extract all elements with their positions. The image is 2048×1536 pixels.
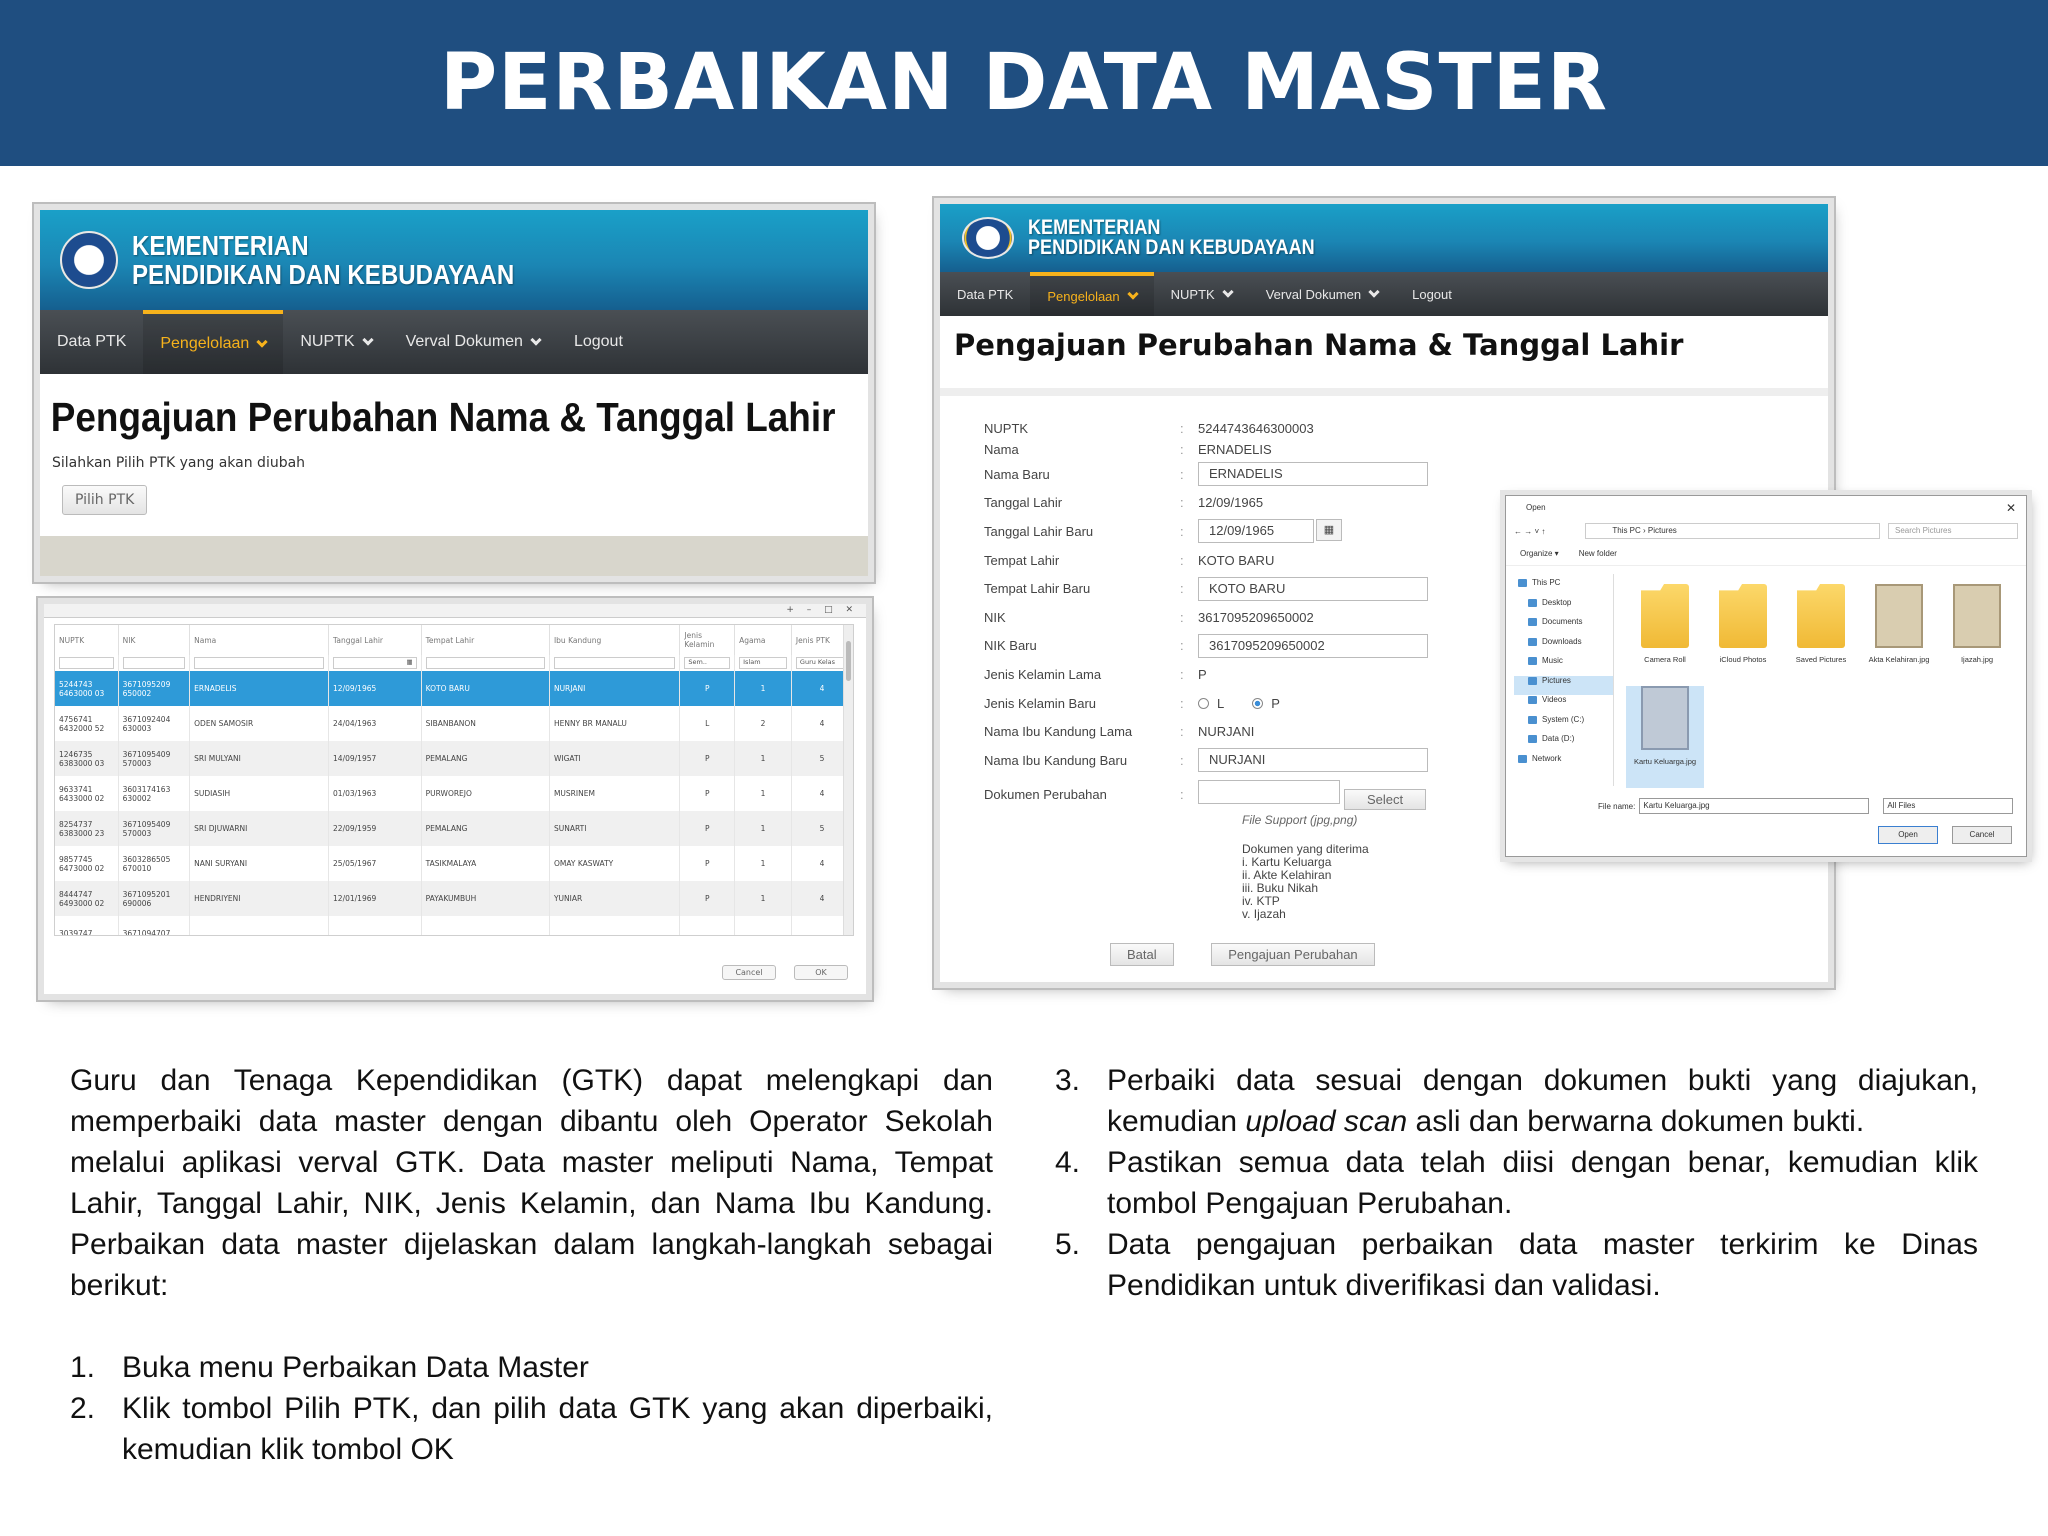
column-header[interactable]: Nama bbox=[190, 625, 329, 655]
label-tempat-lahir: Tempat Lahir bbox=[984, 552, 1060, 568]
folder-icon bbox=[1797, 584, 1845, 648]
doc-list-item: i. Kartu Keluarga bbox=[1242, 855, 1332, 870]
new-folder-button[interactable]: New folder bbox=[1578, 549, 1617, 558]
table-cell: 4 bbox=[791, 846, 852, 881]
colon: : bbox=[1180, 609, 1184, 625]
value-tempat-lahir: KOTO BARU bbox=[1198, 552, 1275, 568]
table-cell: YUNIAR bbox=[549, 881, 679, 916]
nav-label: Pengelolaan bbox=[1047, 288, 1120, 304]
nav-logout[interactable] bbox=[557, 310, 640, 374]
label-jenis-kelamin-lama: Jenis Kelamin Lama bbox=[984, 666, 1102, 682]
step-text: Klik tombol Pilih PTK, dan pilih data GTK yang akan diperbaiki, kemudian klik tombol OK bbox=[122, 1392, 993, 1466]
table-cell: TASIKMALAYA bbox=[421, 846, 549, 881]
table-cell: 22/09/1959 bbox=[329, 811, 422, 846]
file-support-hint: File Support (jpg,png) bbox=[1242, 813, 1358, 828]
file-item[interactable] bbox=[1626, 584, 1704, 686]
steps-list-left bbox=[70, 1347, 993, 1470]
table-cell: SUNARTI bbox=[549, 811, 679, 846]
step-number: 3. bbox=[1055, 1064, 1081, 1097]
ok-button[interactable]: OK bbox=[794, 965, 848, 980]
filter-agama[interactable]: Islam bbox=[739, 657, 787, 669]
file-item[interactable] bbox=[1626, 686, 1704, 788]
label-ibu-kandung-baru: Nama Ibu Kandung Baru bbox=[984, 752, 1128, 768]
radio-p[interactable] bbox=[1252, 698, 1263, 709]
image-file-icon bbox=[1953, 584, 2001, 648]
file-item[interactable] bbox=[1782, 584, 1860, 686]
table-cell bbox=[549, 916, 679, 936]
folder-tree bbox=[1514, 574, 1614, 786]
batal-button[interactable]: Batal bbox=[1110, 943, 1174, 966]
table-cell bbox=[329, 916, 422, 936]
cancel-button[interactable]: Cancel bbox=[722, 965, 776, 980]
table-cell: 1 bbox=[735, 671, 792, 706]
table-cell: 3671095209 650002 bbox=[118, 671, 190, 706]
table-cell: L bbox=[680, 706, 735, 741]
table-cell: 2 bbox=[735, 706, 792, 741]
file-name: Ijazah.jpg bbox=[1960, 655, 1994, 664]
list-item bbox=[1055, 1224, 1978, 1306]
table-cell: 12/09/1965 bbox=[329, 671, 422, 706]
table-cell: 9857745 6473000 02 bbox=[55, 846, 118, 881]
nav-pengelolaan[interactable] bbox=[143, 310, 283, 374]
filter-input[interactable] bbox=[554, 657, 675, 669]
doc-list-item: v. Ijazah bbox=[1242, 907, 1286, 922]
image-file-icon bbox=[1641, 686, 1689, 750]
label-tanggal-lahir: Tanggal Lahir bbox=[984, 495, 1063, 511]
nav-label: Logout bbox=[573, 333, 623, 350]
table-cell: P bbox=[680, 776, 735, 811]
table-cell: 4 bbox=[791, 776, 852, 811]
dokumen-file-input[interactable] bbox=[1198, 780, 1340, 804]
label-dokumen-perubahan: Dokumen Perubahan bbox=[984, 787, 1107, 803]
nav-label: Verval Dokumen bbox=[405, 333, 523, 350]
nav-label: Logout bbox=[1412, 286, 1452, 302]
table-row[interactable] bbox=[55, 916, 853, 936]
table-cell: 4 bbox=[791, 881, 852, 916]
table-row[interactable] bbox=[55, 706, 853, 741]
file-name: iCloud Photos bbox=[1719, 655, 1767, 664]
doc-list-item: iii. Buku Nikah bbox=[1242, 881, 1319, 896]
label-nik-baru: NIK Baru bbox=[984, 638, 1037, 654]
tempat-lahir-baru-input[interactable]: KOTO BARU bbox=[1198, 577, 1428, 601]
table-cell: PEMALANG bbox=[421, 811, 549, 846]
colon: : bbox=[1180, 666, 1184, 682]
table-cell: 3671092404 630003 bbox=[118, 706, 190, 741]
page-title: Pengajuan Perubahan Nama & Tanggal Lahir bbox=[50, 394, 836, 440]
table-cell: PEMALANG bbox=[421, 741, 549, 776]
folder-icon bbox=[1719, 584, 1767, 648]
table-cell: 01/03/1963 bbox=[329, 776, 422, 811]
filter-jenis-ptk[interactable]: Guru Kelas bbox=[796, 657, 848, 669]
step-text-emphasis: upload scan bbox=[1245, 1105, 1408, 1138]
screenshot-ptk-table-dialog bbox=[44, 604, 866, 994]
table-cell: NANI SURYANI bbox=[190, 846, 329, 881]
file-type-select[interactable]: All Files bbox=[1883, 798, 2013, 814]
nav-verval-dokumen[interactable] bbox=[389, 310, 557, 374]
table-cell: 1 bbox=[735, 741, 792, 776]
table-cell: 24/04/1963 bbox=[329, 706, 422, 741]
tree-item[interactable]: This PC bbox=[1514, 578, 1613, 598]
table-cell: 9633741 6433000 02 bbox=[55, 776, 118, 811]
ministry-line1: KEMENTERIAN bbox=[1028, 216, 1161, 239]
tree-item[interactable]: Documents bbox=[1514, 617, 1613, 637]
colon: : bbox=[1180, 441, 1184, 457]
table-cell: P bbox=[680, 741, 735, 776]
chevron-down-icon bbox=[1127, 288, 1138, 299]
filter-jenis-kelamin[interactable]: Sem.. bbox=[684, 657, 730, 669]
table-cell: P bbox=[680, 846, 735, 881]
column-header[interactable]: NIK bbox=[118, 625, 190, 655]
table-cell: 4 bbox=[791, 706, 852, 741]
ministry-logo-icon bbox=[60, 231, 118, 289]
table-cell: 1 bbox=[735, 811, 792, 846]
filter-input[interactable] bbox=[59, 657, 114, 669]
table-cell: 3603286505 670010 bbox=[118, 846, 190, 881]
ministry-name bbox=[1028, 218, 1315, 258]
column-header[interactable]: Tempat Lahir bbox=[421, 625, 549, 655]
open-button[interactable]: Open bbox=[1878, 826, 1938, 844]
table-cell: WIGATI bbox=[549, 741, 679, 776]
colon: : bbox=[1180, 420, 1184, 436]
value-tanggal-lahir: 12/09/1965 bbox=[1198, 495, 1264, 511]
step-text: Buka menu Perbaikan Data Master bbox=[122, 1351, 589, 1384]
colon: : bbox=[1180, 581, 1184, 597]
steps-list-right bbox=[1055, 1060, 1978, 1306]
nama-baru-input[interactable]: ERNADELIS bbox=[1198, 462, 1428, 486]
nav-label: Pengelolaan bbox=[160, 335, 250, 352]
table-cell: 1246735 6383000 03 bbox=[55, 741, 118, 776]
table-cell: 5244743 6463000 03 bbox=[55, 671, 118, 706]
vertical-scrollbar[interactable] bbox=[843, 625, 853, 935]
table-cell: OMAY KASWATY bbox=[549, 846, 679, 881]
nav-verval-dokumen[interactable] bbox=[1249, 272, 1395, 316]
dialog-titlebar bbox=[44, 604, 866, 618]
table-cell: 4756741 6432000 52 bbox=[55, 706, 118, 741]
close-icon[interactable]: ✕ bbox=[2005, 501, 2016, 515]
calendar-icon[interactable]: ▦ bbox=[1316, 519, 1342, 541]
label-jenis-kelamin-baru: Jenis Kelamin Baru bbox=[984, 695, 1096, 711]
column-header[interactable]: Agama bbox=[735, 625, 792, 655]
back-forward-icon[interactable]: ← → ˅ ↑ bbox=[1514, 526, 1546, 536]
table-cell: 5 bbox=[791, 811, 852, 846]
colon: : bbox=[1180, 695, 1184, 711]
nav-nuptk[interactable] bbox=[1154, 272, 1249, 316]
colon: : bbox=[1180, 552, 1184, 568]
table-cell: 3671095409 570003 bbox=[118, 741, 190, 776]
page-title: Pengajuan Perubahan Nama & Tanggal Lahir bbox=[940, 316, 1828, 396]
slide-title: PERBAIKAN DATA MASTER bbox=[439, 38, 1609, 128]
table-cell: HENDRIYENI bbox=[190, 881, 329, 916]
step-number: 1. bbox=[70, 1351, 96, 1384]
nav-nuptk[interactable] bbox=[283, 310, 388, 374]
tanggal-lahir-baru-input[interactable]: 12/09/1965 bbox=[1198, 519, 1314, 543]
table-row[interactable] bbox=[55, 776, 853, 811]
chevron-down-icon bbox=[1368, 286, 1379, 297]
open-file-dialog bbox=[1505, 495, 2027, 857]
file-name-label: File name: bbox=[1598, 801, 1636, 811]
step-text: asli dan berwarna dokumen bukti. bbox=[1407, 1105, 1865, 1138]
tree-item[interactable]: Pictures bbox=[1514, 676, 1613, 696]
step-text: Perbaiki data sesuai dengan dokumen bukti yang diajukan, kemudian bbox=[1107, 1064, 1978, 1138]
file-item[interactable] bbox=[1860, 584, 1938, 686]
step-number: 5. bbox=[1055, 1228, 1081, 1261]
label-nama-baru: Nama Baru bbox=[984, 466, 1050, 482]
table-cell: KOTO BARU bbox=[421, 671, 549, 706]
tree-item[interactable]: Music bbox=[1514, 656, 1613, 676]
nav-data-ptk[interactable] bbox=[940, 272, 1030, 316]
chevron-down-icon bbox=[530, 334, 541, 345]
nav-logout[interactable] bbox=[1395, 272, 1469, 316]
table-cell: 3671095201 690006 bbox=[118, 881, 190, 916]
ptk-grid bbox=[54, 624, 854, 936]
title-banner bbox=[0, 0, 2048, 166]
column-header[interactable]: Ibu Kandung bbox=[549, 625, 679, 655]
label-nama: Nama bbox=[984, 441, 1019, 457]
column-header[interactable]: NUPTK bbox=[55, 625, 118, 655]
label-nuptk: NUPTK bbox=[984, 420, 1029, 436]
table-cell: NURJANI bbox=[549, 671, 679, 706]
radio-p-label: P bbox=[1271, 695, 1280, 711]
file-name-input[interactable]: Kartu Keluarga.jpg bbox=[1639, 798, 1869, 814]
table-cell: PURWOREJO bbox=[421, 776, 549, 811]
label-tempat-lahir-baru: Tempat Lahir Baru bbox=[984, 581, 1091, 597]
table-cell bbox=[421, 916, 549, 936]
step-text: Data pengajuan perbaikan data master terkirim ke Dinas Pendidikan untuk diverifikasi dan validasi. bbox=[1107, 1228, 1978, 1302]
dialog-cancel-button[interactable]: Cancel bbox=[1952, 826, 2012, 844]
label-ibu-kandung-lama: Nama Ibu Kandung Lama bbox=[984, 724, 1133, 740]
select-file-button[interactable]: Select bbox=[1344, 789, 1426, 810]
table-cell: SIBANBANON bbox=[421, 706, 549, 741]
address-bar bbox=[1506, 520, 2026, 542]
table-cell: P bbox=[680, 811, 735, 846]
dialog-title bbox=[1506, 496, 2026, 520]
nav-label: NUPTK bbox=[300, 333, 355, 350]
filter-input[interactable] bbox=[426, 657, 545, 669]
label-tanggal-lahir-baru: Tanggal Lahir Baru bbox=[984, 523, 1094, 539]
step-text: Pastikan semua data telah diisi dengan benar, kemudian klik tombol Pengajuan Perubahan. bbox=[1107, 1146, 1978, 1220]
tree-item[interactable]: Downloads bbox=[1514, 637, 1613, 657]
main-nav bbox=[40, 310, 868, 374]
table-cell: SUDIASIH bbox=[190, 776, 329, 811]
nav-data-ptk[interactable] bbox=[40, 310, 143, 374]
tree-item[interactable]: Desktop bbox=[1514, 598, 1613, 618]
value-nama: ERNADELIS bbox=[1198, 441, 1272, 457]
table-cell: 14/09/1957 bbox=[329, 741, 422, 776]
list-item bbox=[1055, 1060, 1978, 1142]
table-cell: ERNADELIS bbox=[190, 671, 329, 706]
table-cell: HENNY BR MANALU bbox=[549, 706, 679, 741]
table-row[interactable] bbox=[55, 881, 853, 916]
table-cell: P bbox=[680, 671, 735, 706]
page-footer bbox=[40, 536, 868, 576]
dialog-title-text: Open bbox=[1526, 503, 1546, 512]
colon: : bbox=[1180, 523, 1184, 539]
filter-date-input[interactable]: ▦ bbox=[333, 657, 417, 669]
value-ibu-kandung-lama: NURJANI bbox=[1198, 724, 1255, 740]
table-cell: 1 bbox=[735, 881, 792, 916]
column-header[interactable]: Jenis PTK bbox=[791, 625, 852, 655]
column-header[interactable]: Tanggal Lahir bbox=[329, 625, 422, 655]
step-number: 2. bbox=[70, 1392, 96, 1425]
path-box[interactable]: This PC › Pictures bbox=[1585, 523, 1880, 539]
table-cell: PAYAKUMBUH bbox=[421, 881, 549, 916]
filter-input[interactable] bbox=[194, 657, 324, 669]
table-cell: 25/05/1967 bbox=[329, 846, 422, 881]
list-item bbox=[1055, 1142, 1978, 1224]
doc-list-header: Dokumen yang diterima bbox=[1242, 842, 1369, 857]
colon: : bbox=[1180, 787, 1184, 803]
pengajuan-perubahan-button[interactable]: Pengajuan Perubahan bbox=[1211, 943, 1374, 966]
folder-icon bbox=[1641, 584, 1689, 648]
nav-pengelolaan[interactable] bbox=[1030, 272, 1153, 316]
label-nik: NIK bbox=[984, 609, 1006, 625]
colon: : bbox=[1180, 466, 1184, 482]
table-cell: MUSRINEM bbox=[549, 776, 679, 811]
table-cell: 3603174163 630002 bbox=[118, 776, 190, 811]
table-cell: 3671094707 bbox=[118, 916, 190, 936]
ministry-header bbox=[940, 204, 1828, 272]
tree-item[interactable]: Data (D:) bbox=[1514, 734, 1613, 754]
table-cell bbox=[735, 916, 792, 936]
filter-input[interactable] bbox=[123, 657, 186, 669]
window-controls-icon[interactable]: + – □ ✕ bbox=[786, 605, 858, 615]
instruction-text: Silahkan Pilih PTK yang akan diubah bbox=[52, 455, 306, 471]
value-nik: 3617095209650002 bbox=[1198, 609, 1314, 625]
file-name: Akta Kelahiran.jpg bbox=[1868, 655, 1930, 664]
file-name: Kartu Keluarga.jpg bbox=[1633, 757, 1697, 766]
column-header[interactable]: Jenis Kelamin bbox=[680, 625, 735, 655]
file-item[interactable] bbox=[1938, 584, 2016, 686]
ministry-logo-icon bbox=[962, 217, 1014, 259]
file-name: Saved Pictures bbox=[1795, 655, 1847, 664]
table-cell: 8444747 6493000 02 bbox=[55, 881, 118, 916]
organize-button[interactable]: Organize ▾ bbox=[1520, 549, 1559, 558]
table-cell: P bbox=[680, 881, 735, 916]
table-row[interactable] bbox=[55, 671, 853, 706]
nav-label: Data PTK bbox=[57, 333, 127, 350]
image-file-icon bbox=[1875, 584, 1923, 648]
chevron-down-icon bbox=[257, 336, 268, 347]
table-cell bbox=[190, 916, 329, 936]
ministry-line2: PENDIDIKAN DAN KEBUDAYAAN bbox=[132, 259, 515, 290]
intro-paragraph: Guru dan Tenaga Kependidikan (GTK) dapat melengkapi dan memperbaiki data master dengan dibantu oleh Operator Sekolah melalui aplikasi verval GTK. Data master meliputi Nama, Tempat Lahir, Tanggal Lahir, NIK, Jenis Kelamin, dan Nama Ibu Kandung. Perbaikan data master dijelaskan dalam langkah-langkah sebagai berikut: bbox=[70, 1064, 993, 1302]
file-list bbox=[1626, 584, 2016, 788]
table-cell: 5 bbox=[791, 741, 852, 776]
radio-l-label: L bbox=[1217, 695, 1225, 711]
table-cell: SRI MULYANI bbox=[190, 741, 329, 776]
nik-baru-input[interactable]: 3617095209650002 bbox=[1198, 634, 1428, 658]
table-cell: 3671095409 570003 bbox=[118, 811, 190, 846]
value-jenis-kelamin-lama: P bbox=[1198, 666, 1207, 682]
tree-item[interactable]: Videos bbox=[1514, 695, 1613, 715]
chevron-down-icon bbox=[362, 334, 373, 345]
table-cell: 12/01/1969 bbox=[329, 881, 422, 916]
tree-item[interactable]: System (C:) bbox=[1514, 715, 1613, 735]
filter-row bbox=[55, 655, 853, 671]
colon: : bbox=[1180, 638, 1184, 654]
table-cell bbox=[680, 916, 735, 936]
doc-list-item: iv. KTP bbox=[1242, 894, 1280, 909]
file-name: Camera Roll bbox=[1644, 655, 1686, 664]
colon: : bbox=[1180, 752, 1184, 768]
main-nav bbox=[940, 272, 1828, 316]
ministry-line1: KEMENTERIAN bbox=[132, 230, 309, 261]
ministry-line2: PENDIDIKAN DAN KEBUDAYAAN bbox=[1028, 236, 1315, 259]
table-cell: SRI DJUWARNI bbox=[190, 811, 329, 846]
chevron-down-icon bbox=[1222, 286, 1233, 297]
colon: : bbox=[1180, 495, 1184, 511]
table-row[interactable] bbox=[55, 846, 853, 881]
value-nuptk: 5244743646300003 bbox=[1198, 420, 1314, 436]
search-input[interactable]: Search Pictures bbox=[1888, 523, 2018, 539]
screenshot-pilih-ptk bbox=[40, 210, 868, 576]
nav-label: Data PTK bbox=[957, 286, 1014, 302]
nav-label: Verval Dokumen bbox=[1265, 286, 1362, 302]
list-item bbox=[70, 1347, 993, 1388]
pilih-ptk-button[interactable]: Pilih PTK bbox=[62, 485, 147, 515]
doc-list-item: ii. Akte Kelahiran bbox=[1242, 868, 1332, 883]
table-cell: 3039747 bbox=[55, 916, 118, 936]
table-cell: 1 bbox=[735, 846, 792, 881]
list-item bbox=[70, 1388, 993, 1470]
table-cell: 1 bbox=[735, 776, 792, 811]
colon: : bbox=[1180, 724, 1184, 740]
ministry-name bbox=[132, 231, 514, 289]
table-cell: ODEN SAMOSIR bbox=[190, 706, 329, 741]
table-cell: 4 bbox=[791, 671, 852, 706]
tree-item[interactable]: Network bbox=[1514, 754, 1613, 774]
radio-l[interactable] bbox=[1198, 698, 1209, 709]
step-number: 4. bbox=[1055, 1146, 1081, 1179]
file-item[interactable] bbox=[1704, 584, 1782, 686]
table-cell: 8254737 6383000 23 bbox=[55, 811, 118, 846]
ibu-kandung-baru-input[interactable]: NURJANI bbox=[1198, 748, 1428, 772]
table-row[interactable] bbox=[55, 811, 853, 846]
nav-label: NUPTK bbox=[1170, 286, 1215, 302]
ministry-header bbox=[40, 210, 868, 310]
table-row[interactable] bbox=[55, 741, 853, 776]
